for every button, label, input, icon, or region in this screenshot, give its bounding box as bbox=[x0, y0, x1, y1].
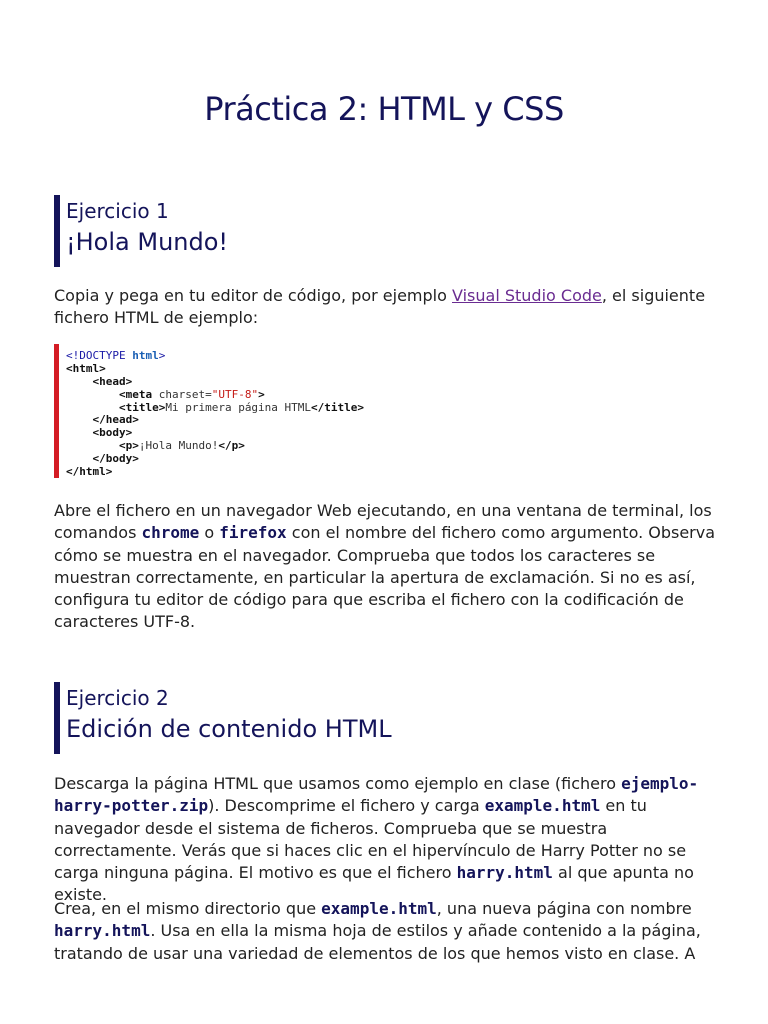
code-meta-attr: charset= bbox=[152, 387, 212, 401]
p-text: o bbox=[199, 523, 220, 543]
vscode-link[interactable]: Visual Studio Code bbox=[452, 286, 602, 305]
intro-text-after: , el siguiente fichero HTML de ejemplo: bbox=[54, 286, 706, 328]
code-doctype-kw: html bbox=[132, 349, 159, 362]
code-body-close: </body> bbox=[92, 452, 139, 466]
p-text: Abre el fichero en un navegador Web ejecutando, en una ventana de terminal, los comandos bbox=[54, 501, 712, 543]
code-body-open: <body> bbox=[92, 426, 133, 440]
exercise-1-intro bbox=[54, 285, 718, 330]
code-head-close: </head> bbox=[92, 413, 139, 427]
inline-code-example-html: example.html bbox=[484, 796, 601, 816]
p-text: Descarga la página HTML que usamos como ejemplo en clase (fichero bbox=[54, 774, 622, 793]
exercise-2-paragraph-2 bbox=[54, 898, 718, 965]
code-meta-value: "UTF-8" bbox=[211, 387, 259, 401]
code-head-open: <head> bbox=[92, 374, 133, 388]
intro-text-before: Copia y pega en tu editor de código, por ejemplo bbox=[54, 286, 452, 305]
inline-code-firefox: firefox bbox=[219, 523, 287, 543]
code-meta-close: > bbox=[258, 387, 265, 401]
code-p-text: ¡Hola Mundo! bbox=[138, 439, 219, 453]
code-title-open: <title> bbox=[118, 400, 166, 414]
code-block bbox=[54, 344, 714, 478]
exercise-2-paragraph-1 bbox=[54, 773, 718, 907]
inline-code-harry-html: harry.html bbox=[456, 863, 553, 883]
code-title-text: Mi primera página HTML bbox=[165, 400, 312, 414]
exercise-1-number: Ejercicio 1 bbox=[66, 199, 169, 223]
inline-code-harry-html: harry.html bbox=[54, 921, 151, 941]
p-text: , una nueva página con nombre bbox=[436, 899, 692, 918]
code-html-open: <html> bbox=[66, 361, 106, 375]
exercise-1-instructions bbox=[54, 500, 718, 634]
inline-code-example-html: example.html bbox=[321, 899, 437, 918]
p-text: en tu navegador desde el sistema de ficheros. Comprueba que se muestra correctamente. Verás que si haces clic en el hipervínculo de Harry Potter no se carga ninguna página. El motivo es que el fichero bbox=[54, 796, 687, 883]
exercise-2-header bbox=[54, 682, 392, 754]
page-title: Práctica 2: HTML y CSS bbox=[204, 90, 564, 128]
exercise-2-title: Edición de contenido HTML bbox=[66, 715, 392, 743]
code-meta-open: <meta bbox=[118, 387, 153, 401]
code-html-close: </html> bbox=[66, 465, 113, 479]
code-p-open: <p> bbox=[118, 439, 139, 453]
p-text: al que apunta no existe. bbox=[54, 863, 694, 905]
exercise-1-header bbox=[54, 195, 228, 267]
code-title-close: </title> bbox=[311, 400, 365, 414]
exercise-2-number: Ejercicio 2 bbox=[66, 686, 169, 710]
p-text: Crea, en el mismo directorio que bbox=[54, 899, 322, 918]
code-doctype-close: > bbox=[158, 349, 166, 362]
p-text: ). Descomprime el fichero y carga bbox=[208, 796, 485, 816]
p-text: con el nombre del fichero como argumento. Observa cómo se muestra en el navegador. Comprueba que todos los caracteres se muestran correctamente, en particular la apertura de exclamación. Si no es así, configura tu editor de código para que escriba el fichero con la codificación de caracteres UTF-8. bbox=[54, 523, 716, 632]
inline-code-zip: ejemplo-harry-potter.zip bbox=[54, 774, 699, 816]
inline-code-chrome: chrome bbox=[141, 523, 200, 543]
code-doctype-open: <!DOCTYPE bbox=[66, 349, 133, 362]
code-p-close: </p> bbox=[218, 439, 245, 453]
p-text: . Usa en ella la misma hoja de estilos y añade contenido a la página, tratando de usar una variedad de elementos de los que hemos visto en clase. A bbox=[54, 921, 701, 963]
exercise-1-title: ¡Hola Mundo! bbox=[66, 228, 229, 256]
